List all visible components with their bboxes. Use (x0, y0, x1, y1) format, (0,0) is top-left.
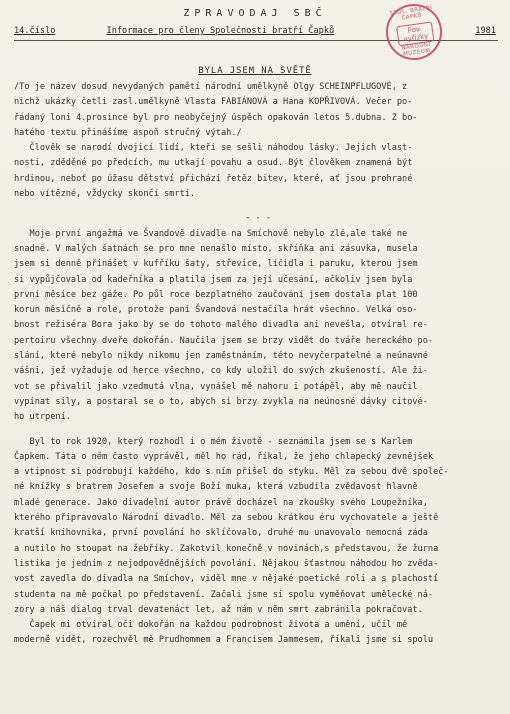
article-line: kratší knihovnika, první povolání ho sklíčovalo, druhé mu unavovalo nemocná záda (14, 528, 428, 539)
article-line: jsem si denně přinášet v kufříku šaty, střevíce, líčidla i paruku, kterou jsem (14, 259, 418, 270)
stamp-ring-top: SPOL. BRATŘÍ ČAPKŮ (389, 5, 433, 22)
article-line: Moje první angažmá ve Švandově divadle na Smíchově nebylo zlé,ale také ne (14, 228, 408, 239)
article-line: vost zavedla do divadla na Smíchov, viděl mne v nějaké poetické roli a s plachostí (14, 574, 439, 585)
article-title: BYLA JSEM NA SVĚTĚ (198, 66, 312, 76)
newsletter-subtitle: Informace pro členy Společnosti bratří Čapků (106, 26, 335, 36)
article-line: řádaný loni 4.prosince byl pro neobyčejný úspěch opakován letos 5.dubna. Z bo- (14, 112, 418, 123)
article-line: snadné. V malých šatnách se pro mne nenašlo místo, skříňka ani zásuvka, musela (14, 243, 418, 254)
article-line: zory a náš dialog trval devatenáct let, až nám v něm smrt zabránila pokračovat. (14, 604, 423, 615)
article-line: korun měsíčně a role, protože paní Švandová nestačila hrát všechno. Velká oso- (14, 305, 418, 316)
article-line: vot se přivalil jako vzedmutá vlna, vynášel mě nahoru i potápěl, aby mě naučil (14, 381, 418, 392)
article-line: vášni, jež vyžaduje od herce všechno, co kdy uložil do svých zkušeností. Ale ži- (14, 366, 428, 377)
article-line: slání, které nebylo nikdy nikomu jen zaměstnáním, této nevyčerpatelné a neúnavné (14, 351, 428, 362)
stamp-center: Pov. vyřízky (396, 21, 434, 46)
library-stamp (382, 0, 445, 63)
article-line (14, 202, 502, 211)
article-line: a nutilo ho stoupat na žebříky. Zakotvil konečně v novinách,s představou, že žurna (14, 543, 439, 554)
article-line: studenta na mě počkal po představení. Začali jsme si spolu vyměňovat umělecké ná- (14, 589, 434, 600)
article-line: nichž ukázky četli zasl.umělkyně Vlasta FABIÁNOVÁ a Hana KOPŘIVOVÁ. Večer po- (14, 97, 413, 108)
article-line: si vypůjčovala od kadeřníka a platila jsem za její učesání, ačkoliv jsem byla (14, 274, 413, 285)
article-line: listika je jedním z nejodpovědnějších povolání. Nějakou šťastnou náhodou ho zvěda- (14, 558, 439, 569)
article-line: nosti, zděděné po předcích, mu utkají povahu a osud. Být člověkem znamená být (14, 158, 413, 169)
article-line: mladé generace. Jako divadelní autor právě docházel na zkoušky svého Loupežníka, (14, 497, 428, 508)
article-line: nebo vítězné, vždycky skončí smrtí. (14, 189, 196, 200)
masthead: ZPRAVODAJ SBČ (183, 8, 327, 19)
article-line (14, 426, 502, 435)
article-line: Byl to rok 1920, který rozhodl i o mém životě - seznámila jsem se s Karlem (14, 436, 413, 447)
article-body (14, 80, 502, 649)
article-line: né knížky s bratrem Josefem a svoje Boží muka, která vzbudila zvědavost hlavně (14, 482, 418, 493)
article-line: hrdinou, neboť po úžasu dětství přichází řetěz bitev, které, ať jsou prohrané (14, 173, 413, 184)
article-line: ho utrpení. (14, 412, 71, 423)
article-line: pertoiru všechny dveře dokořán. Naučila jsem se brzy vidět do tváře hereckého po- (14, 335, 434, 346)
article-line: bnost režiséra Bora jako by se do tohoto malého divadla ani nevešla, otvíral re- (14, 320, 428, 331)
article-line: Čapek mi otvíral oči dokořán na každou podrobnost života a umění, učil mě (14, 620, 408, 631)
article-line: moderně vidět, rozechvěl mě Prudhommem a Francisem Jammesem, říkali jsme si spolu (14, 635, 434, 646)
article-line: a vtipnost si podrobují každého, kdo s ním přišel do styku. Měl za sebou dvě společ- (14, 467, 449, 478)
article-line: hatého textu přinášíme aspoň stručný výtah./ (14, 127, 242, 138)
article-line: /To je název dosud nevydaných pamětí národní umělkyně Olgy SCHEINPFLUGOVÉ, z (14, 82, 408, 92)
article-line: první měsíce bez gáže. Po půl roce bezplatného zaučování jsem dostala plat 100 (14, 289, 418, 300)
issue-number: 14.číslo (14, 26, 56, 36)
issue-year: 1981 (475, 26, 496, 36)
article-line: kterého připravovalo Národní divadlo. Měl za sebou krátkou éru vychovatele a ještě (14, 513, 439, 524)
stamp-ring-bottom: NÁRODNÍ MUZEUM (401, 41, 432, 58)
article-line: - - - (245, 213, 271, 224)
article-line: Člověk se narodí dvojicí lidí, kteří se sešli náhodou lásky. Jejich vlast- (14, 143, 413, 154)
article-line: Čapkem. Táta o něm často vyprávěl, měl ho rád, říkal, že jeho chlapecký zevnějšek (14, 451, 434, 462)
article-line: vypínat síly, a postaral se o to, abych si brzy zvykla na neúnosné dávky citové- (14, 396, 428, 407)
